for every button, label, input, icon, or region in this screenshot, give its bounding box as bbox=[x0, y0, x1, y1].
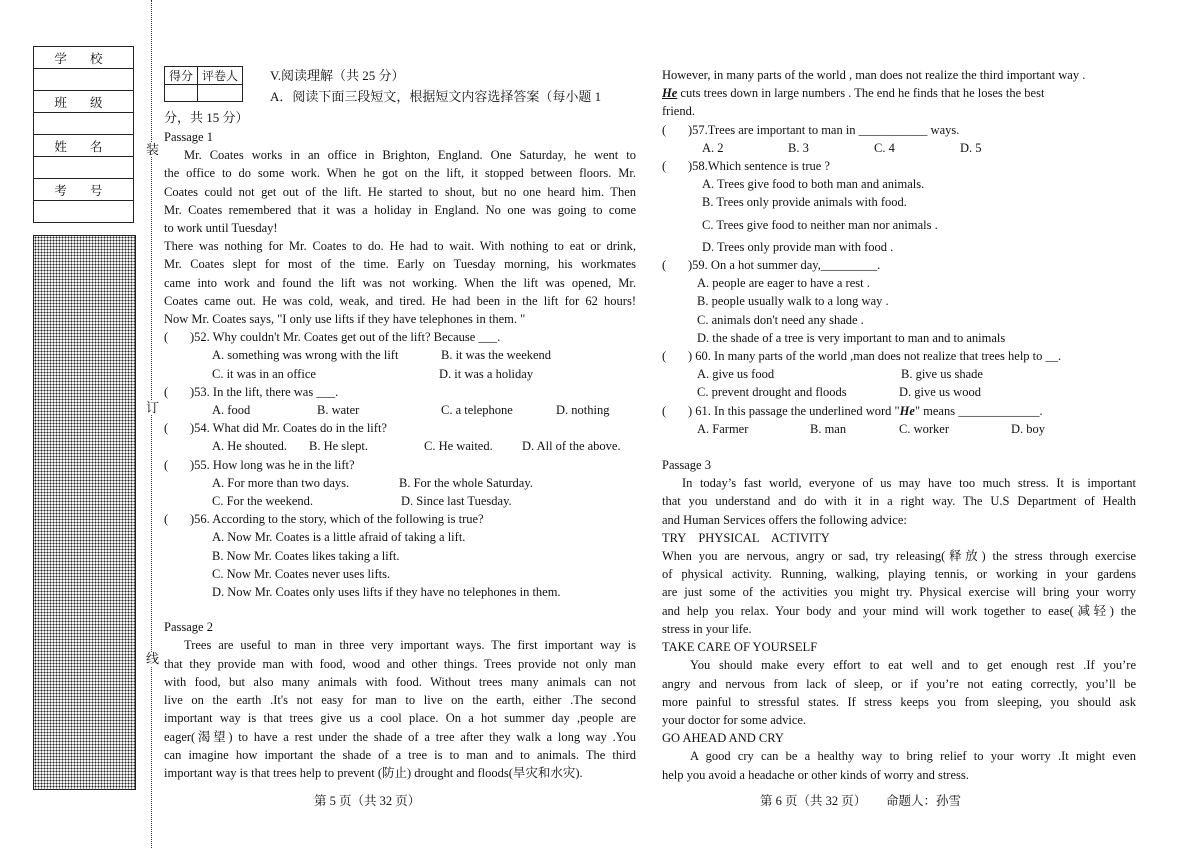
passage-line: However, in many parts of the world , man does not realize the third important way . bbox=[662, 68, 1086, 82]
passage-line: Mr. Coates slept for most of the time. Early on Tuesday morning, his workmates bbox=[164, 257, 636, 272]
underlined-he: He bbox=[662, 86, 678, 101]
option-b: B. Trees only provide animals with food. bbox=[702, 195, 907, 210]
grader-field[interactable] bbox=[198, 85, 243, 102]
option-a: A. Farmer bbox=[697, 421, 749, 436]
label-school: 学 校 bbox=[34, 47, 134, 69]
answer-paren[interactable]: ( bbox=[662, 349, 667, 364]
options-row bbox=[164, 437, 636, 455]
answer-paren[interactable]: ( bbox=[164, 512, 169, 527]
passage-line: the office to do some work. When he got on the lift, it stopped between floors. Mr. bbox=[164, 166, 636, 181]
option-a: A. Now Mr. Coates is a little afraid of taking a lift. bbox=[212, 530, 466, 545]
label-name: 姓 名 bbox=[34, 135, 134, 157]
passage-line: important way is that trees help to prevent (防止) drought and floods(旱灾和水灾). bbox=[164, 765, 583, 780]
option-b: B. give us shade bbox=[901, 367, 983, 382]
binding-char-zhuang: 装 bbox=[146, 142, 160, 157]
option-d: D. nothing bbox=[556, 403, 610, 418]
answer-paren[interactable]: ( bbox=[662, 159, 667, 174]
option-b: B. it was the weekend bbox=[441, 348, 552, 363]
option-b: B. people usually walk to a long way . bbox=[697, 294, 889, 309]
subheading: TRY PHYSICAL ACTIVITY bbox=[662, 530, 830, 545]
passage-line: with food, but also many animals with food. Without trees many animals can not bbox=[164, 674, 636, 689]
label-exam-number: 考 号 bbox=[34, 179, 134, 201]
question-61 bbox=[662, 402, 1136, 420]
passage-line: more painful to stressful states. If stress keeps you from sleeping, you should ask bbox=[662, 694, 1136, 709]
option-c: C. prevent drought and floods bbox=[697, 385, 847, 400]
options-row bbox=[164, 365, 636, 383]
subheading: GO AHEAD AND CRY bbox=[662, 731, 784, 746]
question-stem: )54. What did Mr. Coates do in the lift? bbox=[190, 421, 387, 436]
question-60 bbox=[662, 347, 1136, 365]
field-school[interactable] bbox=[34, 69, 134, 91]
option-c: C. Trees give food to neither man nor animals . bbox=[702, 217, 938, 232]
passage-heading: Passage 1 bbox=[164, 130, 213, 144]
passage-heading: Passage 3 bbox=[662, 458, 711, 473]
option-d: D. the shade of a tree is very important to man and to animals bbox=[697, 330, 1006, 345]
passage-line: Trees are useful to man in three very important ways. The first important way is bbox=[184, 638, 636, 653]
passage-line: that you understand and do with it in a right way. The U.S Department of Health bbox=[662, 494, 1136, 509]
option-c: C. animals don't need any shade . bbox=[697, 312, 864, 327]
answer-paren[interactable]: ( bbox=[164, 384, 169, 399]
option-c: C. a telephone bbox=[441, 403, 513, 418]
passage-line: In today’s fast world, everyone of us may have too much stress. It is important bbox=[682, 476, 1136, 491]
question-stem: )56. According to the story, which of the following is true? bbox=[190, 512, 484, 527]
option-c: C. worker bbox=[899, 421, 949, 436]
passage-1 bbox=[164, 128, 636, 782]
question-stem: )57.Trees are important to man in ___________ ways. bbox=[688, 122, 960, 137]
option-a: A. people are eager to have a rest . bbox=[697, 276, 870, 291]
question-stem: )55. How long was he in the lift? bbox=[190, 457, 355, 472]
footer-page-left: 第 5 页（共 32 页） bbox=[314, 794, 421, 808]
option-a: A. For more than two days. bbox=[212, 475, 350, 490]
option-b: B. man bbox=[810, 421, 847, 436]
score-label: 得分 bbox=[165, 67, 198, 85]
option-c: C. 4 bbox=[874, 140, 895, 155]
option-a: A. give us food bbox=[697, 367, 775, 382]
options-row bbox=[164, 401, 636, 419]
options-row bbox=[662, 139, 1136, 157]
passage-line: There was nothing for Mr. Coates to do. He had to wait. With nothing to eat or drink, bbox=[164, 239, 636, 254]
option-a: A. something was wrong with the lift bbox=[212, 348, 399, 363]
option-d: D. All of the above. bbox=[522, 439, 621, 454]
option-d: D. give us wood bbox=[899, 385, 981, 400]
spacer bbox=[164, 601, 636, 618]
question-stem: ) 60. In many parts of the world ,man does not realize that trees help to __. bbox=[688, 349, 1062, 364]
answer-paren[interactable]: ( bbox=[164, 421, 169, 436]
passage-line: Coates came out. He was cold, weak, and tired. He had been in the lift for 62 hours! bbox=[164, 293, 636, 308]
option-d: D. it was a holiday bbox=[439, 366, 534, 381]
passage-line: that they provide man with food, wood and other things. Trees provide not only man bbox=[164, 656, 636, 671]
answer-paren[interactable]: ( bbox=[662, 122, 667, 137]
answer-paren[interactable]: ( bbox=[164, 330, 169, 345]
option-b: B. water bbox=[317, 403, 360, 418]
option-d: D. Now Mr. Coates only uses lifts if they have no telephones in them. bbox=[212, 585, 561, 600]
binding-dotted-line bbox=[151, 0, 152, 848]
option-a: A. He shouted. bbox=[212, 439, 287, 454]
question-he: He bbox=[899, 403, 915, 418]
passage-line: Coates could not get out of the lift. He started to shout, but no one heard him. Then bbox=[164, 184, 636, 199]
question-stem: )53. In the lift, there was ___. bbox=[190, 384, 339, 399]
passage-line: Mr. Coates remembered that it was a holiday in England. No one was going to come bbox=[164, 202, 636, 217]
options-row bbox=[662, 365, 1136, 383]
spacer bbox=[662, 438, 1136, 456]
option-d: D. Since last Tuesday. bbox=[401, 494, 512, 509]
passage-line: came into work and found the lift was not working. When the lift was opened, Mr. bbox=[164, 275, 636, 290]
question-57 bbox=[662, 121, 1136, 139]
question-stem: ) 61. In this passage the underlined word " bbox=[688, 403, 900, 418]
grader-label: 评卷人 bbox=[198, 67, 243, 85]
footer-page-right: 第 6 页（共 32 页） bbox=[760, 794, 867, 808]
passage-line: Now Mr. Coates says, "I only use lifts if they have telephones in them. " bbox=[164, 312, 526, 327]
option-d: D. 5 bbox=[960, 140, 982, 155]
question-stem: )58.Which sentence is true ? bbox=[688, 159, 830, 174]
options-row bbox=[662, 383, 1136, 401]
section-instruction-a: A．阅读下面三段短文，根据短文内容选择答案（每小题 1 bbox=[270, 89, 602, 104]
passage-line: can imagine how important the shade of a tree is to man and to animals. The third bbox=[164, 747, 636, 762]
option-b: B. 3 bbox=[788, 140, 809, 155]
question-53 bbox=[164, 383, 636, 401]
passage-line: important way is that trees give us a cool place. On a hot summer day ,people are bbox=[164, 711, 636, 726]
question-stem: )52. Why couldn't Mr. Coates get out of the lift? Because ___. bbox=[190, 330, 501, 345]
field-class[interactable] bbox=[34, 113, 134, 135]
passage-line: are just some of the activities you might try. Physical exercise will bring your worry bbox=[662, 585, 1136, 600]
footer-author: 命题人：孙雪 bbox=[886, 794, 962, 808]
question-stem: )59. On a hot summer day,_________. bbox=[688, 258, 881, 273]
right-column bbox=[662, 66, 1136, 784]
answer-paren[interactable]: ( bbox=[164, 457, 169, 472]
section-title: V.阅读理解（共 25 分） bbox=[270, 68, 405, 83]
option-a: A. 2 bbox=[702, 140, 724, 155]
passage-line bbox=[662, 84, 1136, 102]
question-56 bbox=[164, 510, 636, 528]
field-name[interactable] bbox=[34, 157, 134, 179]
option-d: D. Trees only provide man with food . bbox=[702, 239, 894, 254]
label-class: 班 级 bbox=[34, 91, 134, 113]
passage-line: You should make every effort to eat well and to get enough rest .If you’re bbox=[690, 658, 1136, 673]
answer-paren[interactable]: ( bbox=[662, 258, 667, 273]
passage-line: When you are nervous, angry or sad, try releasing(释放) the stress through exercise bbox=[662, 549, 1136, 564]
passage-line: to work until Tuesday! bbox=[164, 221, 278, 236]
field-exam-number[interactable] bbox=[34, 201, 134, 223]
passage-line: Mr. Coates works in an office in Brighton, England. One Saturday, he went to bbox=[184, 148, 636, 163]
answer-paren[interactable]: ( bbox=[662, 403, 667, 418]
passage-line: your doctor for some advice. bbox=[662, 712, 807, 727]
passage-line: live on the earth .It's not easy for man to live on the earth, either .The second bbox=[164, 693, 636, 708]
passage-line: A good cry can be a healthy way to bring relief to your worry .It might even bbox=[690, 749, 1136, 764]
score-field[interactable] bbox=[165, 85, 198, 102]
passage-line: angry and nervous from lack of sleep, or if you’re not eating correctly, you’ll be bbox=[662, 676, 1136, 691]
question-59 bbox=[662, 256, 1136, 274]
subheading: TAKE CARE OF YOURSELF bbox=[662, 640, 818, 655]
option-a: A. Trees give food to both man and animals. bbox=[702, 177, 925, 192]
hatched-binding-area bbox=[33, 235, 136, 790]
passage-line: stress in your life. bbox=[662, 621, 752, 636]
passage-line: of physical activity. Running, walking, playing tennis, or working in your gardens bbox=[662, 567, 1136, 582]
passage-line: friend. bbox=[662, 104, 695, 119]
option-b: B. Now Mr. Coates likes taking a lift. bbox=[212, 548, 400, 563]
option-b: B. For the whole Saturday. bbox=[399, 475, 533, 490]
option-c: C. Now Mr. Coates never uses lifts. bbox=[212, 566, 391, 581]
binding-char-xian: 线 bbox=[146, 651, 160, 666]
binding-char-ding: 订 bbox=[146, 400, 160, 415]
option-c: C. He waited. bbox=[424, 439, 493, 454]
section-instruction-b: 分，共 15 分） bbox=[164, 110, 249, 125]
options-row bbox=[164, 492, 636, 510]
question-52 bbox=[164, 328, 636, 346]
passage-heading: Passage 2 bbox=[164, 620, 213, 635]
question-55 bbox=[164, 456, 636, 474]
option-b: B. He slept. bbox=[309, 439, 369, 454]
passage-line: eager(渴望) to have a rest under the shade of a tree after they walk a long way .You bbox=[164, 729, 636, 744]
options-row bbox=[164, 474, 636, 492]
passage-text: cuts trees down in large numbers . The end he finds that he loses the best bbox=[677, 86, 1045, 101]
option-a: A. food bbox=[212, 403, 251, 418]
question-stem: " means _____________. bbox=[914, 403, 1043, 418]
passage-line: help you avoid a headache or other kinds of worry and stress. bbox=[662, 767, 969, 782]
score-box bbox=[164, 66, 243, 102]
student-info-table bbox=[33, 46, 134, 223]
question-54 bbox=[164, 419, 636, 437]
option-d: D. boy bbox=[1011, 421, 1046, 436]
option-c: C. it was in an office bbox=[212, 366, 316, 381]
passage-line: and Human Services offers the following advice: bbox=[662, 512, 907, 527]
question-58 bbox=[662, 157, 1136, 175]
options-row bbox=[164, 346, 636, 364]
option-c: C. For the weekend. bbox=[212, 494, 314, 509]
options-row bbox=[662, 420, 1136, 438]
passage-line: and help you relax. Your body and your mind will work together to ease(减轻) the bbox=[662, 603, 1136, 618]
